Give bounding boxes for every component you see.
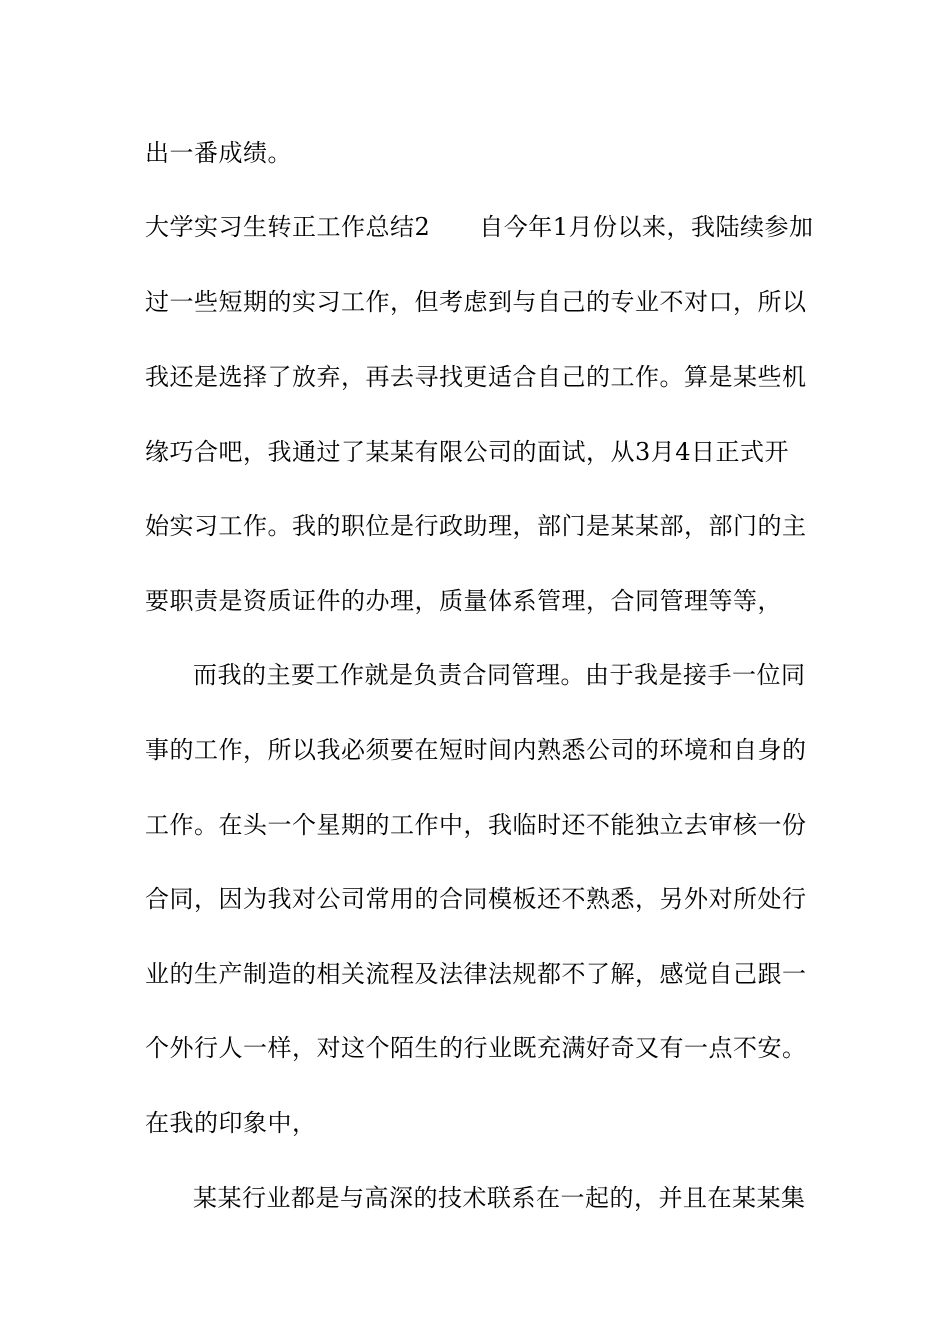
text-line: 大学实习生转正工作总结2 自今年1月份以来，我陆续参加 (145, 213, 814, 241)
text-line: 某某行业都是与高深的技术联系在一起的，并且在某某集 (193, 1184, 806, 1212)
text-line: 出一番成绩。 (145, 139, 292, 167)
text-line: 合同，因为我对公司常用的合同模板还不熟悉，另外对所处行 (145, 885, 807, 913)
text-line: 要职责是资质证件的办理，质量体系管理，合同管理等等， (145, 587, 782, 615)
text-line: 始实习工作。我的职位是行政助理，部门是某某部，部门的主 (145, 512, 807, 540)
text-line: 缘巧合吧，我通过了某某有限公司的面试，从3月4日正式开 (145, 438, 790, 466)
text-line: 业的生产制造的相关流程及法律法规都不了解，感觉自己跟一 (145, 960, 807, 988)
text-line: 而我的主要工作就是负责合同管理。由于我是接手一位同 (193, 661, 806, 689)
text-line: 个外行人一样，对这个陌生的行业既充满好奇又有一点不安。 (145, 1034, 807, 1062)
text-line: 在我的印象中， (145, 1109, 317, 1137)
text-line: 过一些短期的实习工作，但考虑到与自己的专业不对口，所以 (145, 288, 807, 316)
text-line: 事的工作，所以我必须要在短时间内熟悉公司的环境和自身的 (145, 736, 807, 764)
text-line: 工作。在头一个星期的工作中，我临时还不能独立去审核一份 (145, 811, 807, 839)
text-line: 我还是选择了放弃，再去寻找更适合自己的工作。算是某些机 (145, 363, 807, 391)
